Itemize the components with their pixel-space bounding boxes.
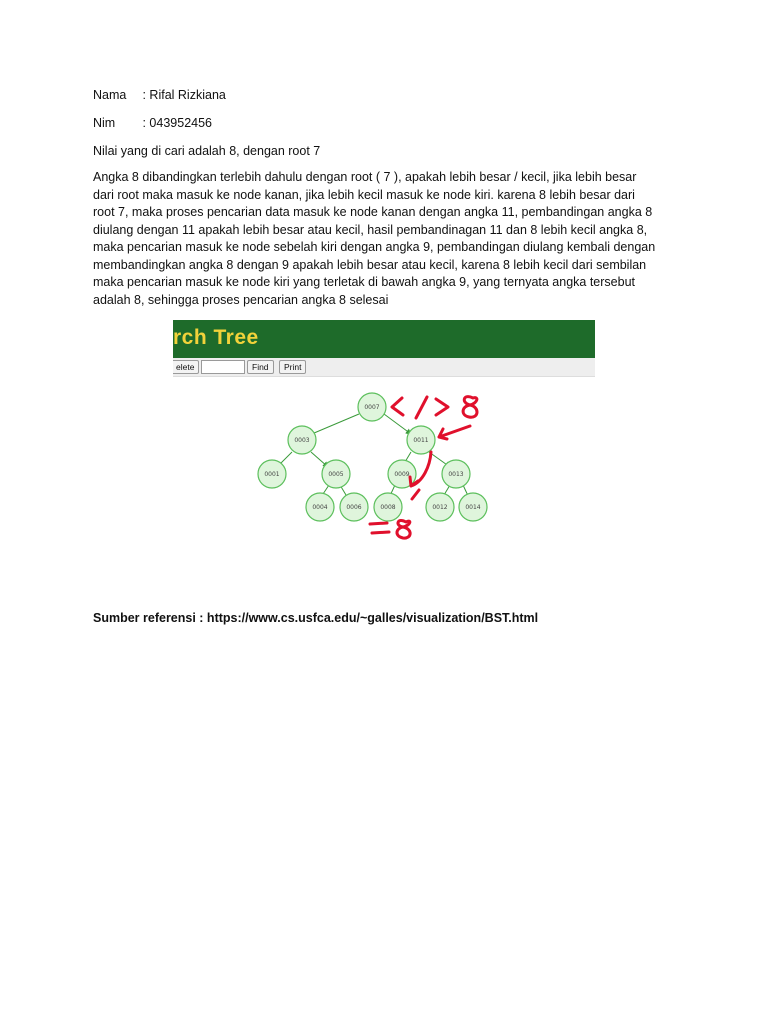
node-8 — [374, 493, 402, 521]
print-button: Print — [279, 360, 306, 374]
equals-bottom-line — [372, 532, 389, 533]
node-label: 0001 — [264, 471, 280, 478]
intro-text: Nilai yang di cari adalah 8, dengan root 7 — [93, 144, 321, 158]
equals-top-line — [370, 523, 387, 524]
node-3 — [288, 426, 316, 454]
equals-annotation — [370, 520, 595, 545]
greater-than-mark — [436, 399, 448, 415]
paragraph-line: membandingkan angka 8 dengan 9 apakah lebih besar atau kecil, karena 8 lebih kecil dari sembilan — [93, 257, 647, 272]
value-input — [201, 360, 245, 374]
screenshot-toolbar — [173, 358, 595, 377]
node-6 — [340, 493, 368, 521]
node-14 — [459, 493, 487, 521]
nama-line — [93, 88, 226, 102]
delete-button: elete — [173, 360, 199, 374]
node-label: 0003 — [294, 437, 310, 444]
less-than-mark — [392, 398, 403, 415]
nama-label: Nama — [93, 88, 127, 102]
node-5 — [322, 460, 350, 488]
screenshot-banner — [173, 320, 595, 358]
find-button: Find — [247, 360, 274, 374]
node-7 — [358, 393, 386, 421]
nim-value: : 043952456 — [142, 116, 212, 130]
bst-tree-diagram — [173, 376, 595, 545]
node-label: 0008 — [380, 504, 396, 511]
node-label: 0014 — [465, 504, 481, 511]
node-1 — [258, 460, 286, 488]
compare-annotation — [392, 397, 595, 545]
paragraph-line: maka pencarian masuk ke node sebelah kiri dengan angka 9, pembandingan diulang kembali dengan — [93, 240, 656, 254]
edge-7-11 — [384, 414, 411, 434]
nim-line — [93, 116, 212, 130]
node-4 — [306, 493, 334, 521]
tick-mark — [412, 490, 419, 499]
edge-7-3 — [307, 414, 359, 436]
node-label: 0012 — [432, 504, 448, 511]
paragraph-line: Angka 8 dibandingkan terlebih dahulu dengan root ( 7 ), apakah lebih besar / kecil, jika lebih besar — [93, 170, 637, 184]
arrow-to-node-11 — [439, 426, 470, 439]
node-label: 0005 — [328, 471, 344, 478]
bst-visualization-screenshot — [173, 320, 595, 545]
equals-eight-mark — [397, 520, 410, 538]
nim-label: Nim — [93, 116, 116, 130]
nama-value: : Rifal Rizkiana — [142, 88, 226, 102]
paragraph-line: adalah 8, sehingga proses pencarian angka 8 selesai — [93, 292, 389, 307]
node-13 — [442, 460, 470, 488]
banner-title: rch Tree — [173, 326, 259, 349]
paragraph-line: dari root maka masuk ke node kanan, jika lebih kecil masuk ke node kiri. karena 8 lebih besar dari — [93, 187, 635, 202]
node-label: 0009 — [394, 471, 410, 478]
paragraph-line: diulang dengan 11 apakah lebih besar atau kecil, hasil pembandinagan 11 dan 8 lebih kecil angka 8, — [93, 222, 648, 237]
node-label: 0007 — [364, 404, 380, 411]
tree-nodes — [258, 393, 487, 521]
source-reference: Sumber referensi : https://www.cs.usfca.edu/~galles/visualization/BST.html — [93, 611, 539, 625]
node-12 — [426, 493, 454, 521]
node-label: 0013 — [448, 471, 464, 478]
node-label: 0011 — [413, 437, 429, 444]
node-11 — [407, 426, 435, 454]
eight-mark — [463, 397, 477, 418]
slash-mark — [416, 397, 427, 418]
node-label: 0004 — [312, 504, 328, 511]
explanation-paragraph — [93, 169, 683, 309]
node-label: 0006 — [346, 504, 362, 511]
paragraph-line: maka pencarian masuk ke node kiri yang terletak di bawah angka 9, yang ternyata angka tersebut — [93, 275, 635, 289]
paragraph-line: root 7, maka proses pencarian data masuk ke node kanan dengan angka 11, pembandingan angka 8 — [93, 205, 653, 219]
